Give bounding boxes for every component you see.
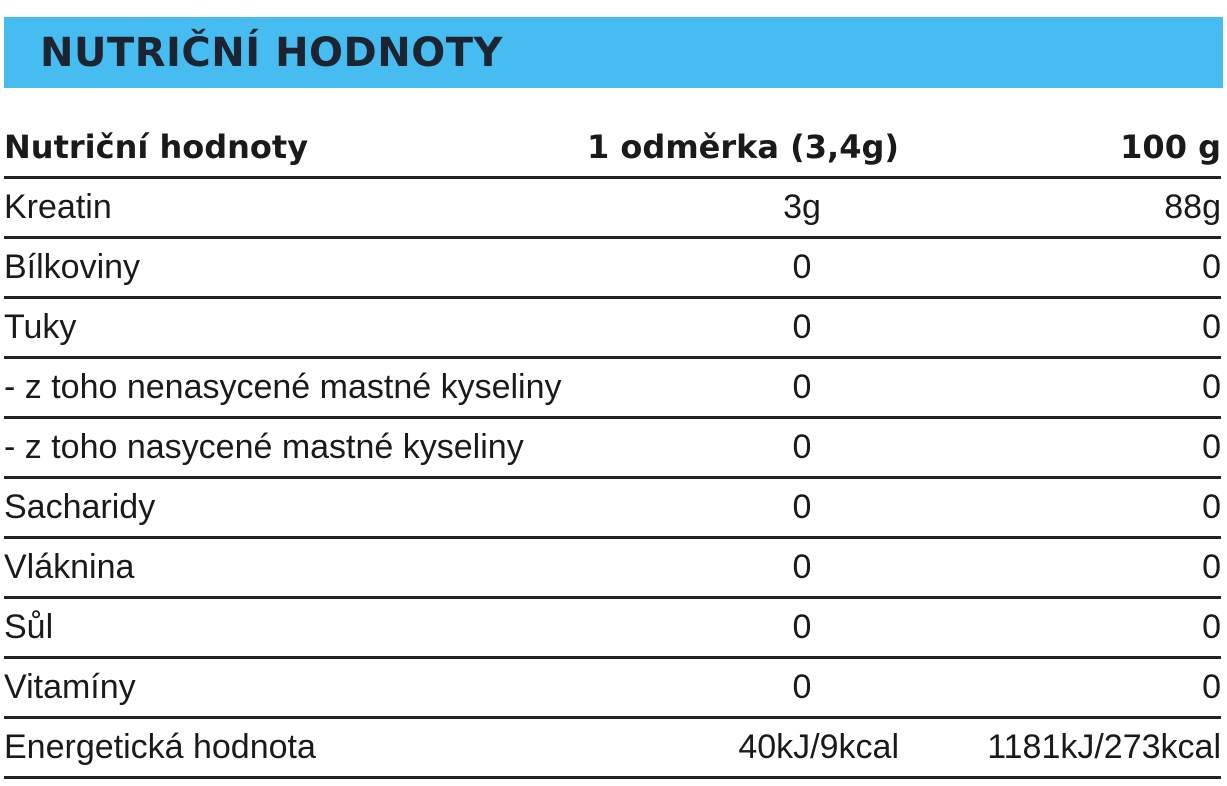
table-row bbox=[4, 419, 1221, 479]
row-per100: 88g bbox=[1164, 188, 1221, 226]
table-row bbox=[4, 179, 1221, 239]
table-row bbox=[4, 719, 1221, 779]
row-serving: 0 bbox=[792, 368, 812, 406]
header-label: Nutriční hodnoty bbox=[4, 128, 309, 166]
table-row bbox=[4, 539, 1221, 599]
page-title: NUTRIČNÍ HODNOTY bbox=[40, 30, 503, 76]
table-row bbox=[4, 299, 1221, 359]
row-serving: 0 bbox=[792, 608, 812, 646]
row-serving: 40kJ/9kcal bbox=[738, 728, 899, 766]
row-per100: 0 bbox=[1202, 248, 1221, 286]
row-per100: 0 bbox=[1202, 368, 1221, 406]
table-row bbox=[4, 659, 1221, 719]
row-label: Tuky bbox=[4, 308, 77, 346]
row-serving: 0 bbox=[792, 308, 812, 346]
header-serving: 1 odměrka (3,4g) bbox=[587, 128, 899, 166]
row-label: Sůl bbox=[4, 608, 54, 646]
row-serving: 0 bbox=[792, 488, 812, 526]
row-label: Vitamíny bbox=[4, 668, 136, 706]
row-label: Sacharidy bbox=[4, 488, 156, 526]
row-serving: 0 bbox=[792, 248, 812, 286]
row-per100: 0 bbox=[1202, 548, 1221, 586]
nutrition-table bbox=[4, 122, 1221, 779]
row-serving: 3g bbox=[783, 188, 821, 226]
row-per100: 0 bbox=[1202, 308, 1221, 346]
table-row bbox=[4, 599, 1221, 659]
table-header-row bbox=[4, 122, 1221, 179]
row-serving: 0 bbox=[792, 548, 812, 586]
row-label: - z toho nasycené mastné kyseliny bbox=[4, 428, 524, 466]
table-row bbox=[4, 359, 1221, 419]
row-serving: 0 bbox=[792, 668, 812, 706]
title-banner bbox=[4, 17, 1223, 88]
row-label: - z toho nenasycené mastné kyseliny bbox=[4, 368, 562, 406]
row-label: Kreatin bbox=[4, 188, 112, 226]
table-row bbox=[4, 239, 1221, 299]
header-per100: 100 g bbox=[1120, 128, 1221, 166]
row-per100: 1181kJ/273kcal bbox=[987, 728, 1221, 766]
row-per100: 0 bbox=[1202, 488, 1221, 526]
table-row bbox=[4, 479, 1221, 539]
row-per100: 0 bbox=[1202, 428, 1221, 466]
row-per100: 0 bbox=[1202, 668, 1221, 706]
row-label: Vláknina bbox=[4, 548, 135, 586]
row-serving: 0 bbox=[792, 428, 812, 466]
row-per100: 0 bbox=[1202, 608, 1221, 646]
row-label: Bílkoviny bbox=[4, 248, 141, 286]
row-label: Energetická hodnota bbox=[4, 728, 316, 766]
